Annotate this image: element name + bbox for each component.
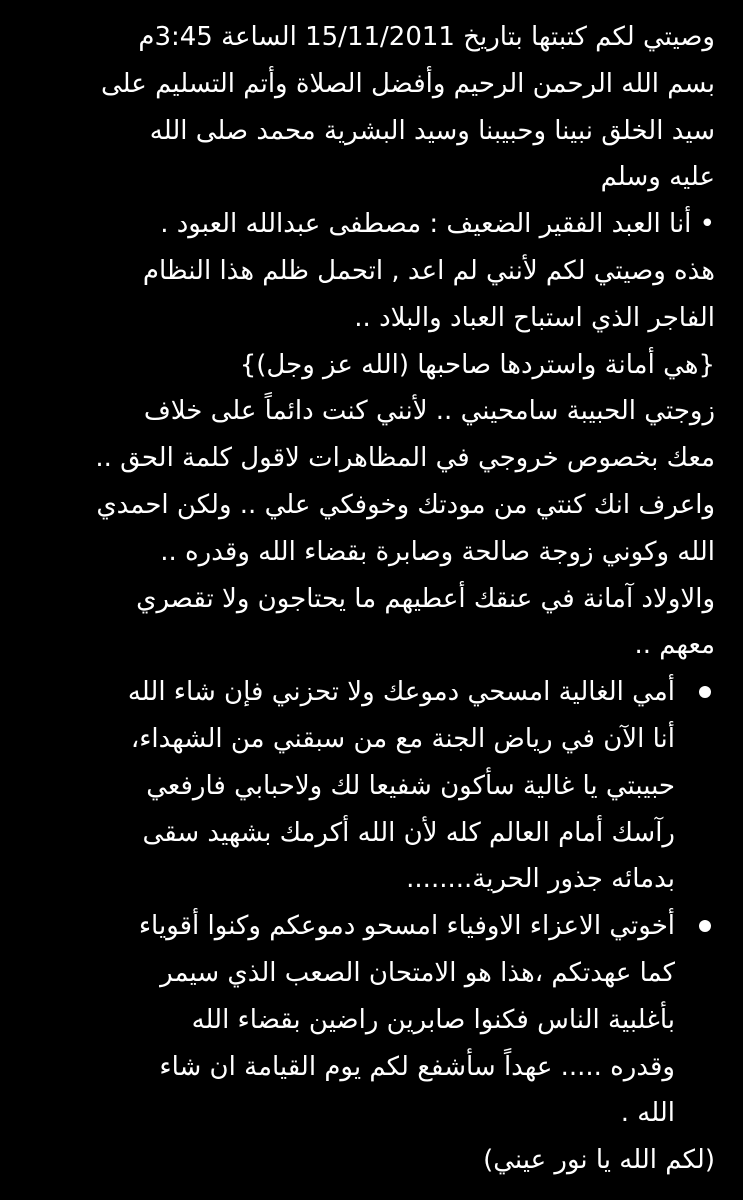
note-line: الله وكوني زوجة صالحة وصابرة بقضاء الله وقدره .. <box>160 536 715 567</box>
note-line: معهم .. <box>634 630 715 661</box>
note-line: سيد الخلق نبينا وحبيبنا وسيد البشرية محمد صلى الله <box>149 115 715 146</box>
note-line: هذه وصيتي لكم لأنني لم اعد , اتحمل ظلم هذا النظام <box>142 255 715 286</box>
bullet-icon <box>699 920 711 932</box>
bullet-item-mother <box>20 669 715 903</box>
bullet-line: وقدره ..... عهداً سأشفع لكم يوم القيامة ان شاء <box>159 1051 675 1082</box>
note-line: {هي أمانة واستردها صاحبها (الله عز وجل)} <box>239 349 715 380</box>
note-line: زوجتي الحبيبة سامحيني .. لأنني كنت دائماً على خلاف <box>143 396 715 427</box>
closing-line: (لكم الله يا نور عيني) <box>483 1145 715 1176</box>
bullet-line: بأغلبية الناس فكنوا صابرين راضين بقضاء الله <box>191 1004 675 1035</box>
bullet-line: أنا الآن في رياض الجنة مع من سبقني من الشهداء، <box>130 723 675 754</box>
note-line: معك بخصوص خروجي في المظاهرات لاقول كلمة الحق .. <box>95 443 715 474</box>
note-line: • أنا العبد الفقير الضعيف : مصطفى عبدالله العبود . <box>160 209 715 240</box>
note-line: وصيتي لكم كتبتها بتاريخ 15/11/2011 الساعة 3:45م <box>138 22 715 52</box>
note-line: والاولاد آمانة في عنقك أعطيهم ما يحتاجون ولا تقصري <box>136 583 715 614</box>
bullet-line: رآسك أمام العالم كله لأن الله أكرمك بشهيد سقى <box>142 817 675 848</box>
bullet-line: بدمائه جذور الحرية........ <box>406 864 675 895</box>
bullet-line: كما عهدتكم ،هذا هو الامتحان الصعب الذي سيمر <box>160 957 675 988</box>
note-line: واعرف انك كنتي من مودتك وخوفكي علي .. ولكن احمدي <box>96 489 715 520</box>
bullet-item-siblings <box>20 903 715 1137</box>
bullet-line: حبيبتي يا غالية سأكون شفيعا لك ولاحبابي فارفعي <box>146 770 675 801</box>
bullet-icon <box>699 686 711 698</box>
note-line: بسم الله الرحمن الرحيم وأفضل الصلاة وأتم التسليم على <box>101 68 715 99</box>
note-line: الفاجر الذي استباح العباد والبلاد .. <box>354 302 715 333</box>
bullet-line: الله . <box>620 1098 675 1129</box>
bullet-line: أخوتي الاعزاء الاوفياء امسحو دموعكم وكنوا أقوياء <box>138 911 675 942</box>
note-line: عليه وسلم <box>600 162 715 193</box>
bullet-line: أمي الغالية امسحي دموعك ولا تحزني فإن شاء الله <box>127 677 675 708</box>
